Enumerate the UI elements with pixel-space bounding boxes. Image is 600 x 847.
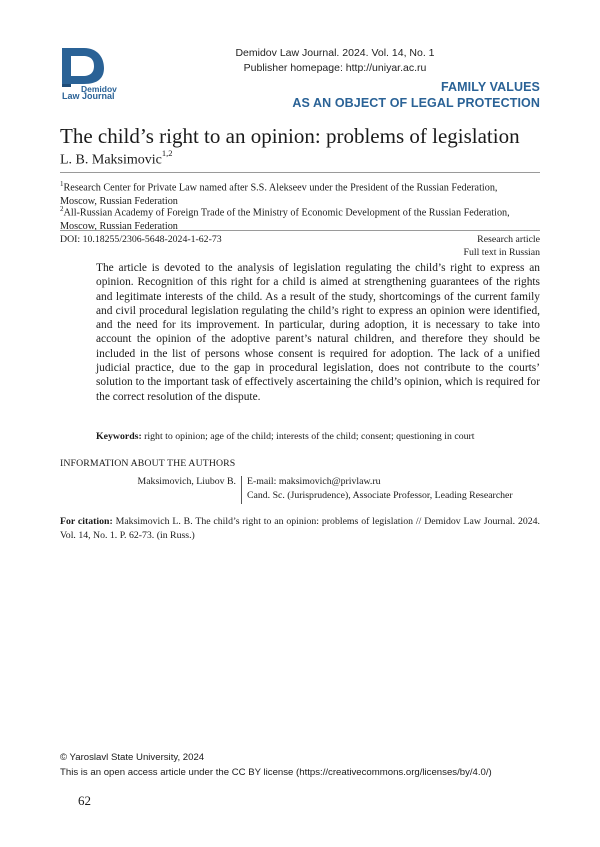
- author-info-separator: [241, 476, 242, 504]
- logo-name-line1: Demidov: [81, 84, 117, 94]
- rubric-line-1: FAMILY VALUES: [440, 80, 540, 94]
- authors-info-heading: INFORMATION ABOUT THE AUTHORS: [60, 458, 236, 469]
- author-line: [60, 150, 173, 169]
- article-type: Research article: [477, 234, 540, 245]
- full-text-language: Full text in Russian: [463, 247, 540, 258]
- logo-name-line2: Law Journal: [62, 91, 115, 100]
- logo-bar: [62, 84, 71, 87]
- article-title: The child’s right to an opinion: problems of legislation: [60, 124, 520, 148]
- keywords: [96, 431, 540, 442]
- affiliation-2-sup: 2: [60, 205, 64, 213]
- affiliation-1-line1: Research Center for Private Law named after S.S. Alekseev under the President of the Russian Federation,: [63, 182, 498, 194]
- affiliation-1-sup: 1: [60, 180, 64, 188]
- citation-text: Maksimovich L. B. The child’s right to an opinion: problems of legislation // Demidov Law Journal. 2024. Vol. 14, No. 1. P. 62-73. (in Russ.): [60, 516, 541, 541]
- doi-line: DOI: 10.18255/2306-5648-2024-1-62-73: [60, 234, 222, 245]
- divider-middle: [60, 230, 540, 231]
- affiliation-1-line2: Moscow, Russian Federation: [60, 195, 178, 207]
- copyright: © Yaroslavl State University, 2024: [60, 752, 205, 763]
- citation-label: For citation:: [60, 516, 113, 527]
- divider-top: [60, 172, 540, 173]
- author-name: L. B. Maksimovic: [60, 152, 162, 168]
- publisher-homepage-line: Publisher homepage: http://uniyar.ac.ru: [243, 62, 427, 74]
- citation: [60, 515, 540, 543]
- author-email: E-mail: maksimovich@privlaw.ru: [247, 476, 381, 487]
- journal-issue-line: Demidov Law Journal. 2024. Vol. 14, No. 1: [235, 47, 435, 59]
- affiliation-2-line1: All-Russian Academy of Foreign Trade of the Ministry of Economic Development of the Russian Federation,: [63, 207, 510, 219]
- page-number: 62: [78, 793, 91, 808]
- keywords-text: right to opinion; age of the child; interests of the child; consent; questioning in court: [144, 431, 475, 442]
- license: This is an open access article under the CC BY license (https://creativecommons.org/licenses/by/4.0/): [60, 767, 492, 778]
- author-degree: Cand. Sc. (Jurisprudence), Associate Professor, Leading Researcher: [247, 490, 513, 501]
- rubric-line-2: AS AN OBJECT OF LEGAL PROTECTION: [292, 96, 540, 110]
- author-full-name: Maksimovich, Liubov B.: [137, 476, 236, 487]
- abstract: The article is devoted to the analysis of legislation regulating the child’s right to express an opinion. Recognition of this right for a child is aimed at strengthening guarantees of the rights and legitimate interests of the child. As a result of the study, shortcomings of the current family and civil procedural legislation regulating the child’s right to express an opinion were identified, and the need for its improvement. In particular, during adoption, it is necessary to take into account the opinion of the adoptive parent’s natural children, and therefore they should be included in the list of persons whose consent is required for adoption. The lack of a unified judicial practice, due to the gap in procedural legislation, does not contribute to the courts’ solution to the important task of effectively ascertaining the child’s opinion, which is required for the correct resolution of the dispute.: [96, 262, 540, 403]
- logo-letter-d-shape: [62, 48, 104, 84]
- affiliation-2: [60, 203, 540, 233]
- keywords-label: Keywords:: [96, 431, 142, 442]
- affiliation-2-line2: Moscow, Russian Federation: [60, 220, 178, 232]
- author-affiliation-sup: 1,2: [161, 148, 173, 158]
- journal-logo: [60, 46, 122, 100]
